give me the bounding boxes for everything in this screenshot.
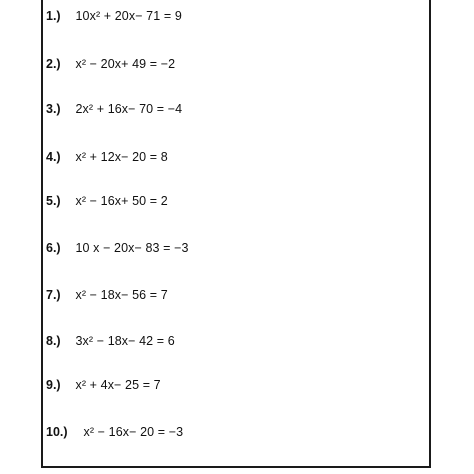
problem-10 bbox=[46, 422, 183, 442]
problem-equation: x² + 12x− 20 = 8 bbox=[75, 150, 168, 164]
problem-number: 4.) bbox=[46, 150, 61, 164]
problem-number: 1.) bbox=[46, 9, 61, 23]
problem-number: 9.) bbox=[46, 378, 61, 392]
problem-4 bbox=[46, 147, 168, 167]
problem-equation: x² − 18x− 56 = 7 bbox=[75, 288, 168, 302]
problem-number: 3.) bbox=[46, 102, 61, 116]
problem-8 bbox=[46, 331, 175, 351]
problem-9 bbox=[46, 375, 161, 395]
problem-number: 7.) bbox=[46, 288, 61, 302]
problem-5 bbox=[46, 191, 168, 211]
problem-equation: 10x² + 20x− 71 = 9 bbox=[75, 9, 182, 23]
problem-2 bbox=[46, 54, 175, 74]
problem-number: 2.) bbox=[46, 57, 61, 71]
problem-equation: 2x² + 16x− 70 = −4 bbox=[75, 102, 183, 116]
problem-number: 5.) bbox=[46, 194, 61, 208]
problem-equation: x² + 4x− 25 = 7 bbox=[75, 378, 161, 392]
problem-equation: 3x² − 18x− 42 = 6 bbox=[75, 334, 175, 348]
problem-number: 10.) bbox=[46, 425, 68, 439]
problem-equation: x² − 16x− 20 = −3 bbox=[83, 425, 184, 439]
problem-6 bbox=[46, 238, 189, 258]
problem-number: 6.) bbox=[46, 241, 61, 255]
problem-equation: x² − 16x+ 50 = 2 bbox=[75, 194, 168, 208]
problem-equation: 10 x − 20x− 83 = −3 bbox=[75, 241, 189, 255]
worksheet-frame bbox=[41, 0, 431, 468]
problem-7 bbox=[46, 285, 168, 305]
problem-equation: x² − 20x+ 49 = −2 bbox=[75, 57, 176, 71]
problem-3 bbox=[46, 99, 182, 119]
problem-1 bbox=[46, 6, 182, 26]
problem-number: 8.) bbox=[46, 334, 61, 348]
